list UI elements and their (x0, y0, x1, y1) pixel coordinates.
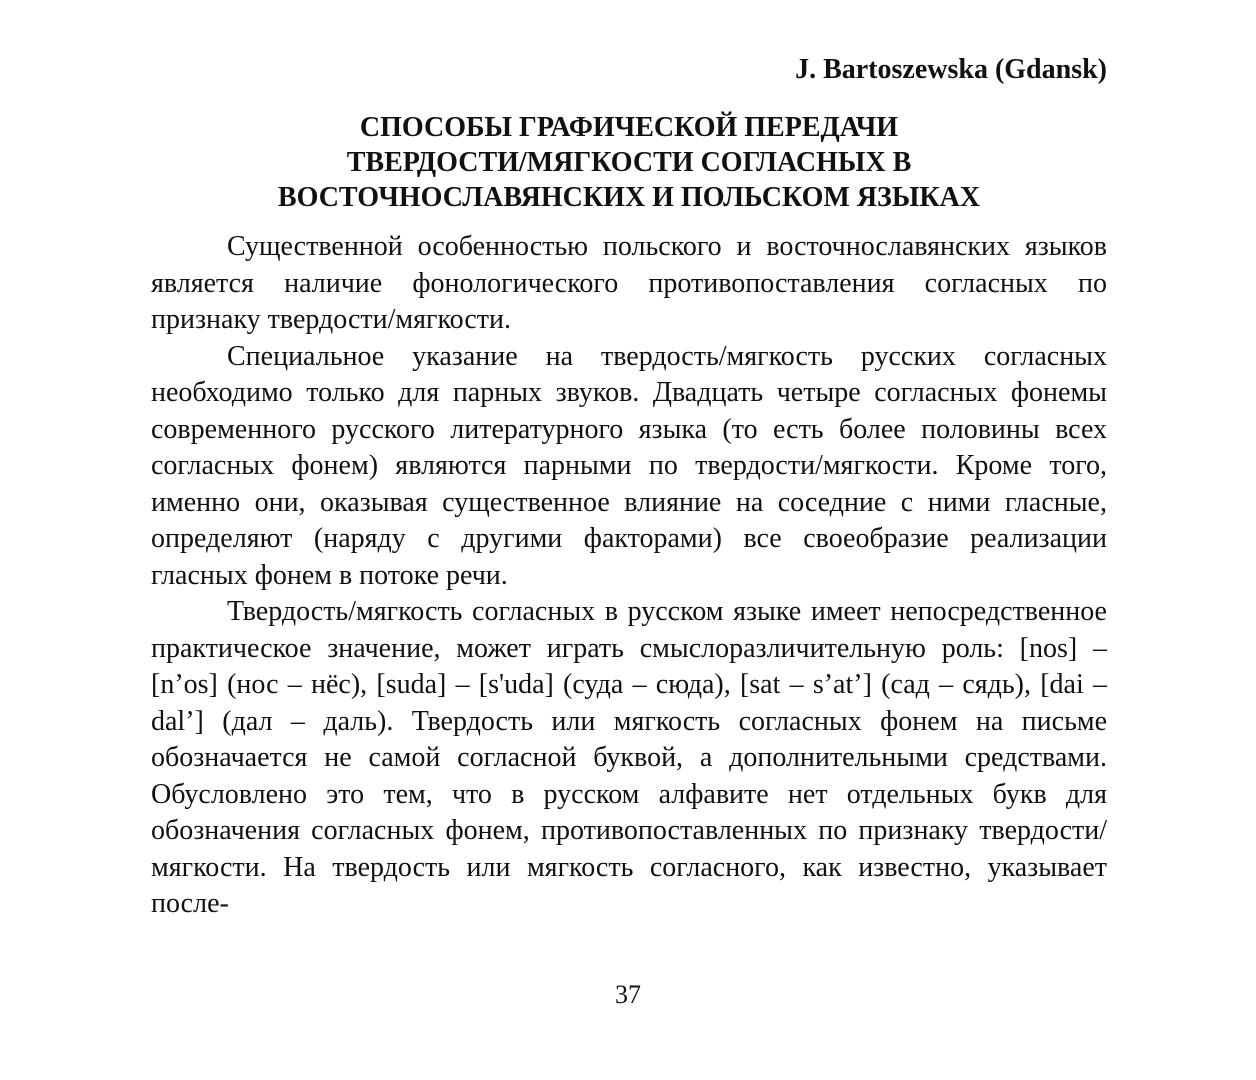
page-body (151, 52, 1107, 923)
paragraph-2: Специальное указание на твердость/мягкость русских согласных необходимо только для парных звуков. Двадцать четыре согласных фонемы современного русского литературного языка (то есть более половины всех согласных фонем) являются парными по твердости/мягкости. Кроме того, именно они, оказывая существенное влияние на соседние с ними гласные, определяют (наряду с другими факторами) все своеобразие реализации гласных фонем в потоке речи. (151, 340, 1107, 591)
page-number: 37 (615, 980, 641, 1009)
title-line-1: СПОСОБЫ ГРАФИЧЕСКОЙ ПЕРЕДАЧИ (359, 112, 899, 143)
paragraph-3: Твердость/мягкость согласных в русском языке имеет непосредственное практическое значение, может играть смыслоразличительную роль: [nos] – [n’os] (нос – нёс), [suda] – [s'uda] (суда – сюда), [sat – s’at’] (сад – сядь), [dai – dal’] (дал – даль). Твердость или мягкость согласных фонем на письме обозначается не самой согласной буквой, а дополнительными средствами. Обусловлено это тем, что в русском алфавите нет отдельных букв для обозначения согласных фонем, противопоставленных по признаку твердости/мягкости. На твердость или мягкость согласного, как известно, указывает после- (151, 596, 1107, 919)
title-line-3: ВОСТОЧНОСЛАВЯНСКИХ И ПОЛЬСКОМ ЯЗЫКАХ (277, 182, 981, 213)
paragraph-1: Существенной особенностью польского и восточнославянских языков является наличие фонологического противопоставления согласных по признаку твердости/мягкости. (151, 231, 1107, 335)
author-line: J. Bartoszewska (Gdansk) (795, 54, 1107, 85)
title-line-2: ТВЕРДОСТИ/МЯГКОСТИ СОГЛАСНЫХ В (346, 147, 912, 178)
article-title (151, 110, 1107, 215)
